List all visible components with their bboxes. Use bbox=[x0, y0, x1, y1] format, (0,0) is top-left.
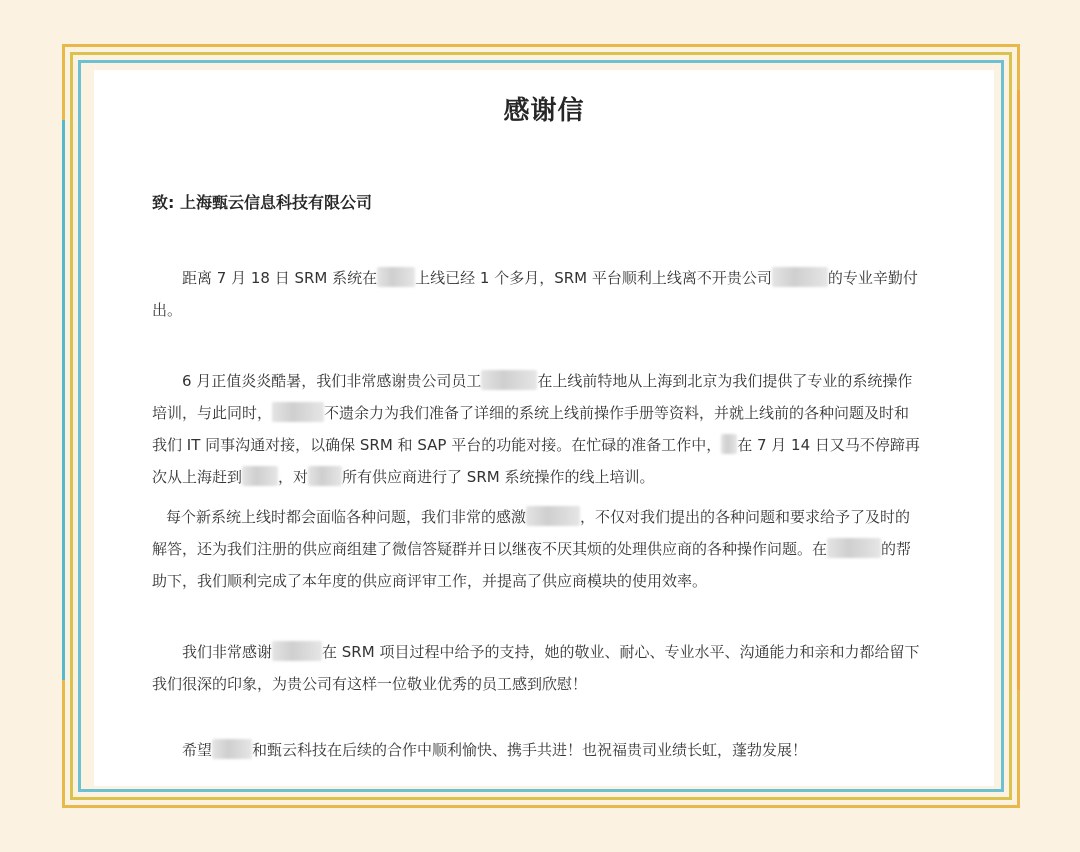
redacted-blur bbox=[272, 402, 324, 422]
frame-accent-left bbox=[62, 120, 65, 680]
paragraph-2-text-e: ，对 bbox=[278, 468, 309, 486]
paragraph-2-text-a: 6 月正值炎炎酷暑，我们非常感谢贵公司员工 bbox=[182, 372, 482, 390]
letter-recipient: 致: 上海甄云信息科技有限公司 bbox=[152, 193, 372, 212]
letter-title: 感谢信 bbox=[503, 96, 585, 126]
paragraph-2-text-c: 不遗余力为我们准备了详细的系统上线前操作手册等资料，并就上线前的各种问题及时和我们 IT 同事沟通对接，以确保 SRM 和 SAP 平台的功能对接。在忙碌的准备工作中， bbox=[152, 404, 910, 454]
paragraph-1-text-a: 距离 7 月 18 日 SRM 系统在 bbox=[182, 269, 378, 287]
paragraph-3-text-a: 每个新系统上线时都会面临各种问题，我们非常的感激 bbox=[166, 508, 527, 526]
paragraph-4-text-a: 我们非常感谢 bbox=[182, 643, 273, 661]
paragraph-3-text-c: 的帮助下，我们顺利完成了本年度的供应商评审工作，并提高了供应商模块的使用效率。 bbox=[152, 540, 912, 590]
paragraph-2-text-b: 在上线前特地从上海到北京为我们提供了专业的系统操作培训，与此同时， bbox=[152, 372, 913, 422]
paragraph-2 bbox=[152, 365, 924, 493]
paragraph-5-text-b: 和甄云科技在后续的合作中顺利愉快、携手共进！也祝福贵司业绩长虹，蓬勃发展！ bbox=[252, 741, 808, 759]
redacted-blur bbox=[212, 739, 252, 759]
paragraph-5 bbox=[152, 734, 924, 766]
paragraph-3-text-b: ，不仅对我们提出的各种问题和要求给予了及时的解答，还为我们注册的供应商组建了微信答疑群并日以继夜不厌其烦的处理供应商的各种操作问题。在 bbox=[152, 508, 911, 558]
redacted-blur bbox=[377, 267, 415, 287]
paragraph-1-text-c: 的专业辛勤付出。 bbox=[152, 269, 918, 319]
redacted-blur bbox=[772, 267, 828, 287]
frame-accent-right bbox=[1017, 90, 1020, 690]
redacted-blur bbox=[308, 466, 342, 486]
paragraph-3 bbox=[152, 501, 924, 597]
paragraph-4 bbox=[152, 636, 924, 700]
paragraph-4-text-b: 在 SRM 项目过程中给予的支持，她的敬业、耐心、专业水平、沟通能力和亲和力都给留下我们很深的印象，为贵公司有这样一位敬业优秀的员工感到欣慰！ bbox=[152, 643, 920, 693]
redacted-blur bbox=[827, 538, 881, 558]
redacted-blur bbox=[721, 434, 737, 454]
redacted-blur bbox=[272, 641, 322, 661]
paragraph-5-text-a: 希望 bbox=[182, 741, 213, 759]
paragraph-2-text-d: 在 7 月 14 日又马不停蹄再次从上海赶到 bbox=[152, 436, 920, 486]
redacted-blur bbox=[481, 370, 537, 390]
paragraph-1 bbox=[152, 262, 924, 326]
paragraph-2-text-f: 所有供应商进行了 SRM 系统操作的线上培训。 bbox=[342, 468, 655, 486]
redacted-blur bbox=[242, 466, 278, 486]
redacted-blur bbox=[526, 506, 580, 526]
letter-paper bbox=[94, 70, 994, 786]
paragraph-1-text-b: 上线已经 1 个多月，SRM 平台顺利上线离不开贵公司 bbox=[415, 269, 772, 287]
